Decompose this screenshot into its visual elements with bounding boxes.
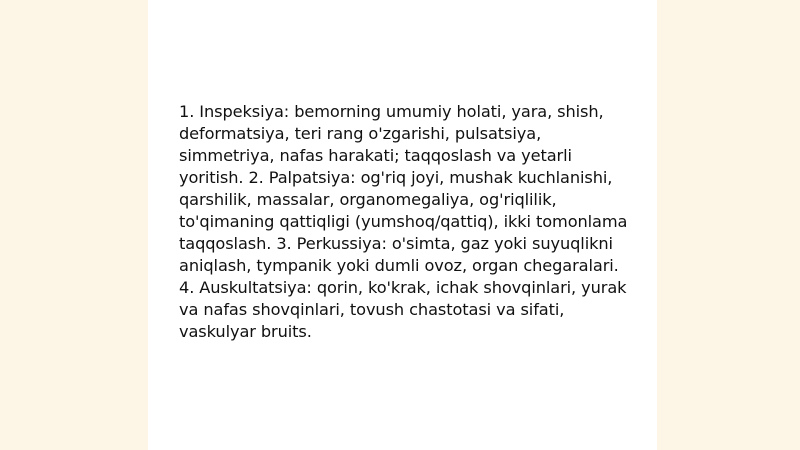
- document-page: [148, 0, 657, 450]
- body-paragraph: 1. Inspeksiya: bemorning umumiy holati, yara, shish, deformatsiya, teri rang o'zgarishi, pulsatsiya, simmetriya, nafas harakati; taqqoslash va yetarli yoritish. 2. Palpatsiya: og'riq joyi, mushak kuchlanishi, qarshilik, massalar, organomegaliya, og'riqlilik, to'qimaning qattiqligi (yumshoq/qattiq), ikki tomonlama taqqoslash. 3. Perkussiya: o'simta, gaz yoki suyuqlikni aniqlash, tympanik yoki dumli ovoz, organ chegaralari. 4. Auskultatsiya: qorin, ko'krak, ichak shovqinlari, yurak va nafas shovqinlari, tovush chastotasi va sifati, vaskulyar bruits.: [179, 102, 628, 341]
